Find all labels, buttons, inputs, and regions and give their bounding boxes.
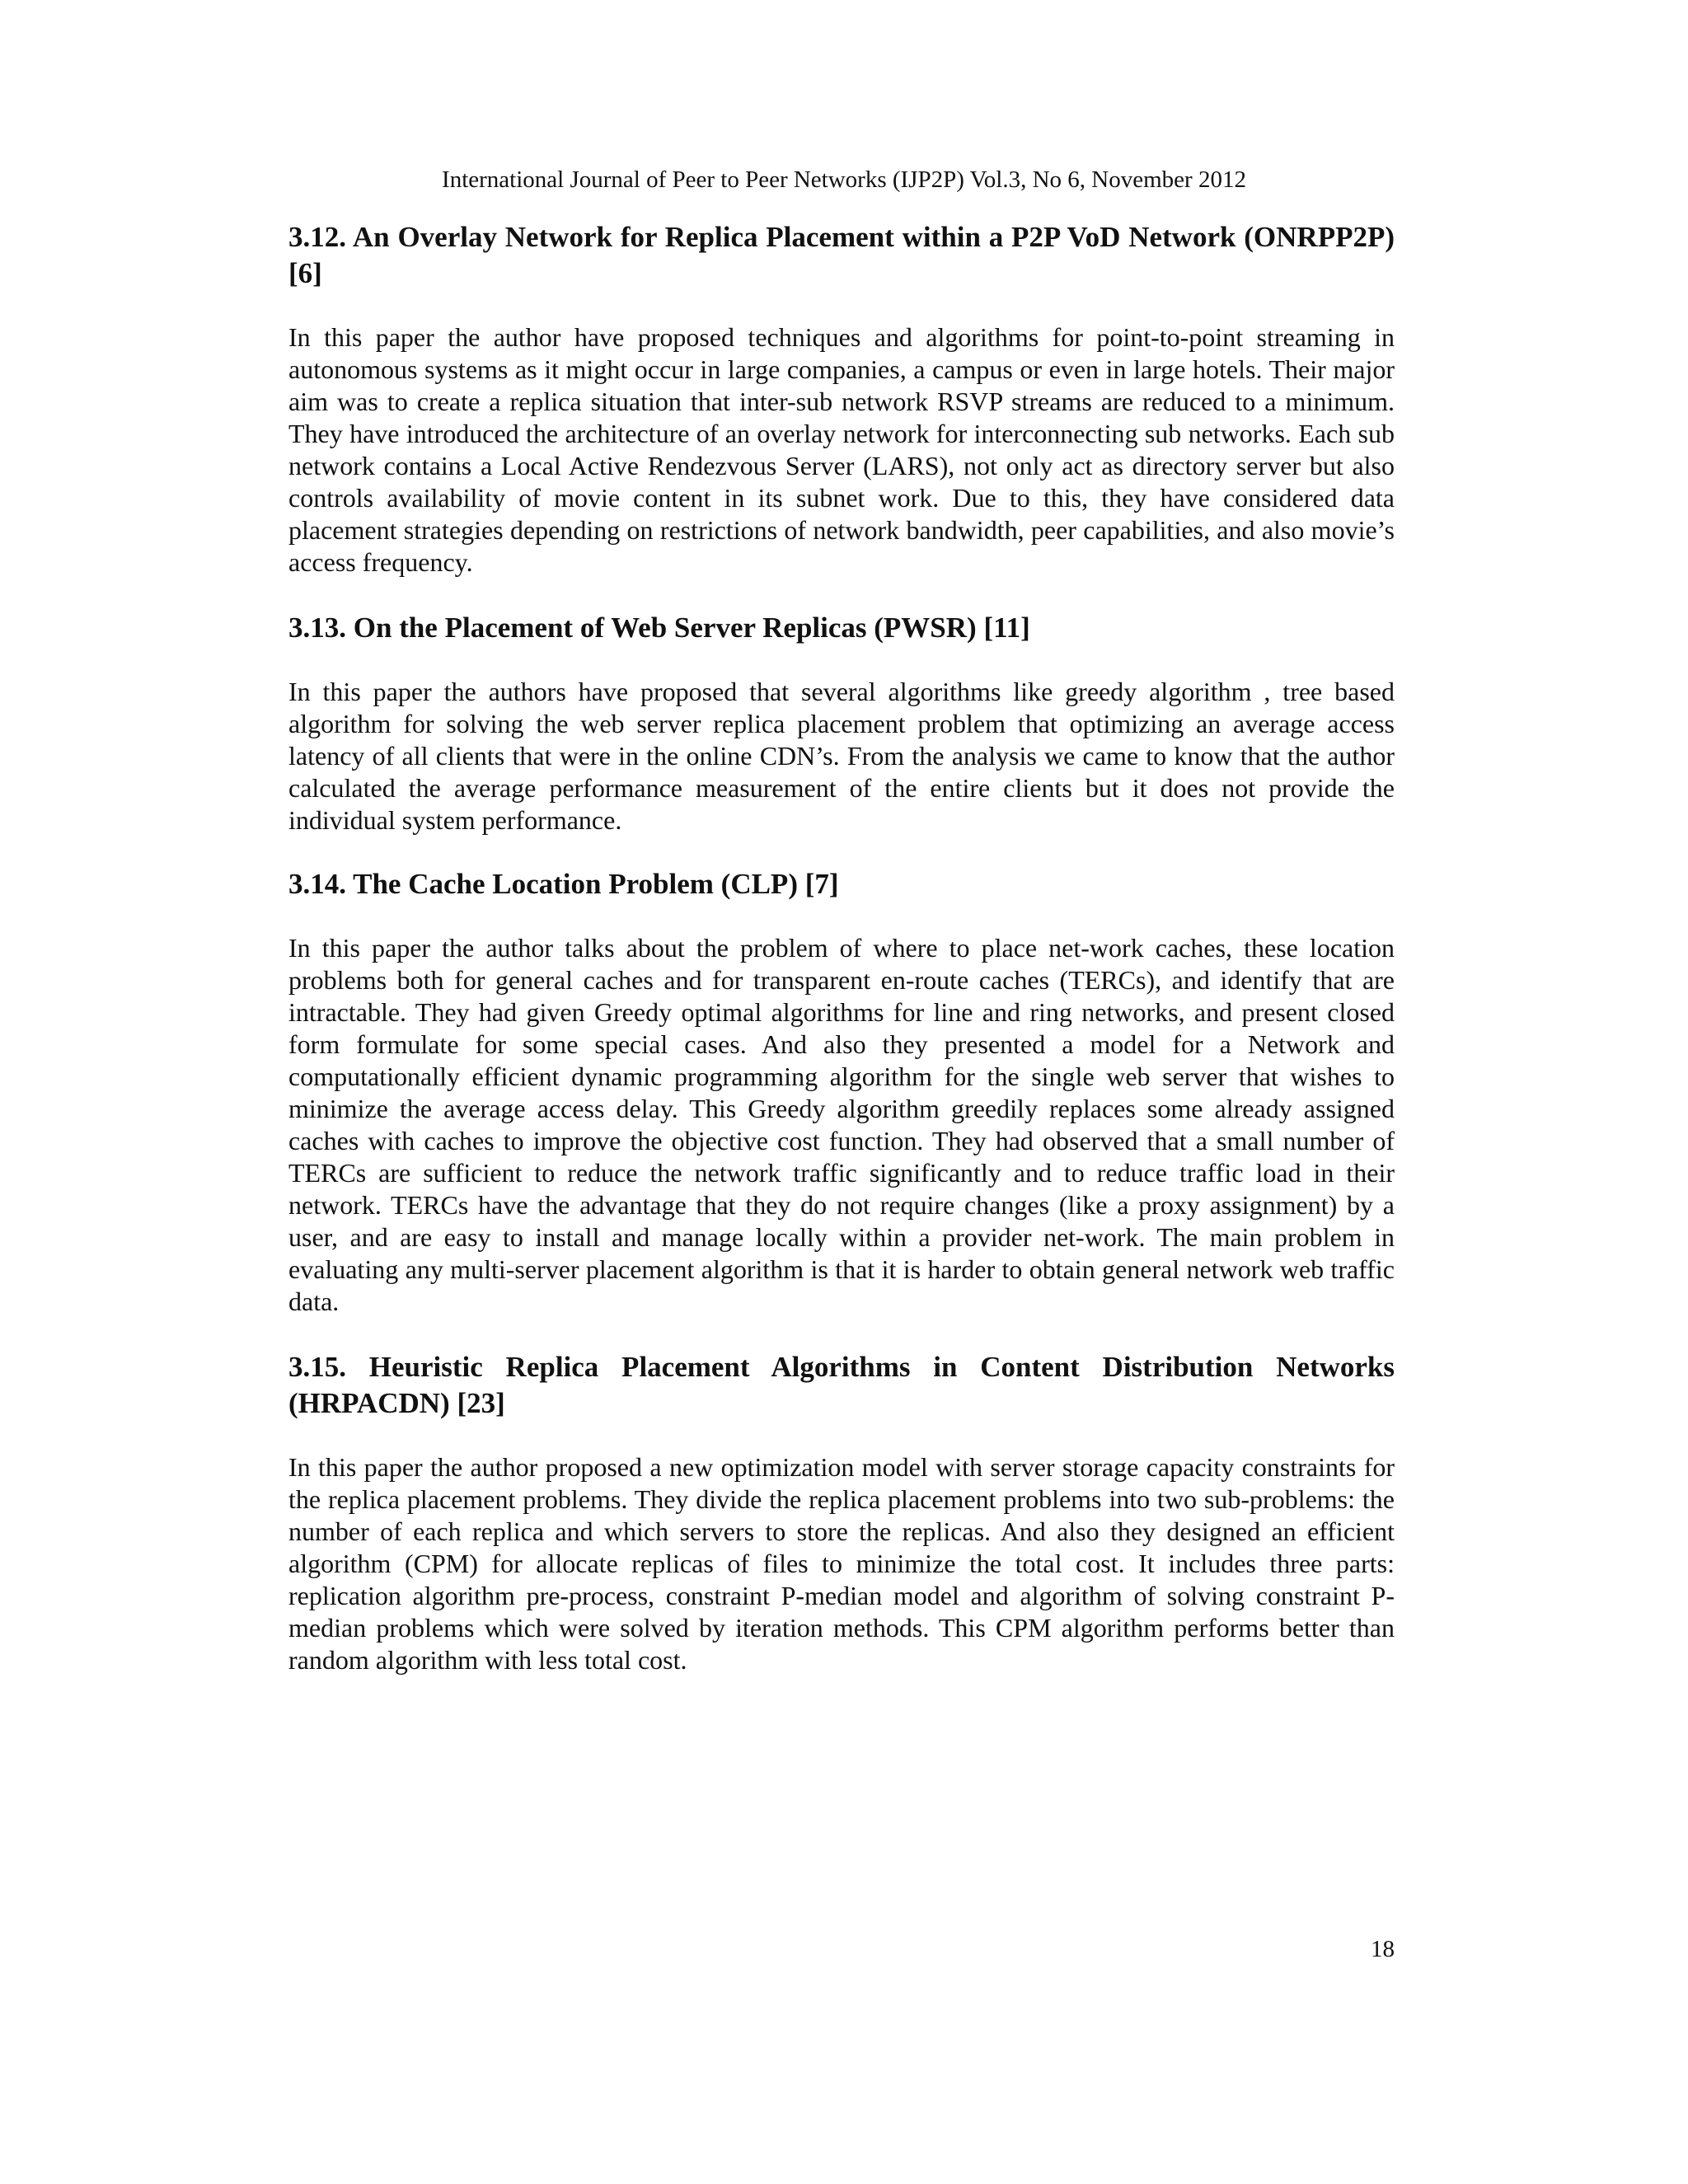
section-3-13 bbox=[288, 610, 1395, 837]
section-paragraph: In this paper the authors have proposed that several algorithms like greedy algorithm , tree based algorithm for solving the web server replica placement problem that optimizing an average access latency of all clients that were in the online CDN’s. From the analysis we came to know that the author calculated the average performance measurement of the entire clients but it does not provide the individual system performance. bbox=[288, 677, 1395, 835]
section-3-14 bbox=[288, 866, 1395, 1318]
section-paragraph: In this paper the author talks about the problem of where to place net-work caches, these location problems both for general caches and for transparent en-route caches (TERCs), and identify that are intractable. They had given Greedy optimal algorithms for line and ring networks, and present closed form formulate for some special cases. And also they presented a model for a Network and computationally efficient dynamic programming algorithm for the single web server that wishes to minimize the average access delay. This Greedy algorithm greedily replaces some already assigned caches with caches to improve the objective cost function. They had observed that a small number of TERCs are sufficient to reduce the network traffic significantly and to reduce traffic load in their network. TERCs have the advantage that they do not require changes (like a proxy assignment) by a user, and are easy to install and manage locally within a provider net-work. The main problem in evaluating any multi-server placement algorithm is that it is harder to obtain general network web traffic data. bbox=[288, 933, 1395, 1316]
page-number: 18 bbox=[1371, 1936, 1395, 1962]
page-content bbox=[288, 219, 1395, 1676]
section-paragraph: In this paper the author proposed a new optimization model with server storage capacity constraints for the replica placement problems. They divide the replica placement problems into two sub-problems: the number of each replica and which servers to store the replicas. And also they designed an efficient algorithm (CPM) for allocate replicas of files to minimize the total cost. It includes three parts: replication algorithm pre-process, constraint P-median model and algorithm of solving constraint P-median problems which were solved by iteration methods. This CPM algorithm performs better than random algorithm with less total cost. bbox=[288, 1452, 1395, 1675]
section-3-12 bbox=[288, 219, 1395, 579]
section-3-15 bbox=[288, 1349, 1395, 1676]
section-paragraph: In this paper the author have proposed techniques and algorithms for point-to-point streaming in autonomous systems as it might occur in large companies, a campus or even in large hotels. Their major aim was to create a replica situation that inter-sub network RSVP streams are reduced to a minimum. They have introduced the architecture of an overlay network for interconnecting sub networks. Each sub network contains a Local Active Rendezvous Server (LARS), not only act as directory server but also controls availability of movie content in its subnet work. Due to this, they have considered data placement strategies depending on restrictions of network bandwidth, peer capabilities, and also movie’s access frequency. bbox=[288, 322, 1395, 577]
running-header: International Journal of Peer to Peer Networks (IJP2P) Vol.3, No 6, November 2012 bbox=[442, 166, 1246, 193]
section-heading: 3.14. The Cache Location Problem (CLP) [7] bbox=[288, 868, 839, 900]
section-heading: 3.13. On the Placement of Web Server Replicas (PWSR) [11] bbox=[288, 612, 1030, 644]
section-heading: 3.12. An Overlay Network for Replica Placement within a P2P VoD Network (ONRPP2P) [6] bbox=[288, 221, 1395, 289]
section-heading: 3.15. Heuristic Replica Placement Algorithms in Content Distribution Networks (HRPACDN) [23] bbox=[288, 1351, 1395, 1419]
